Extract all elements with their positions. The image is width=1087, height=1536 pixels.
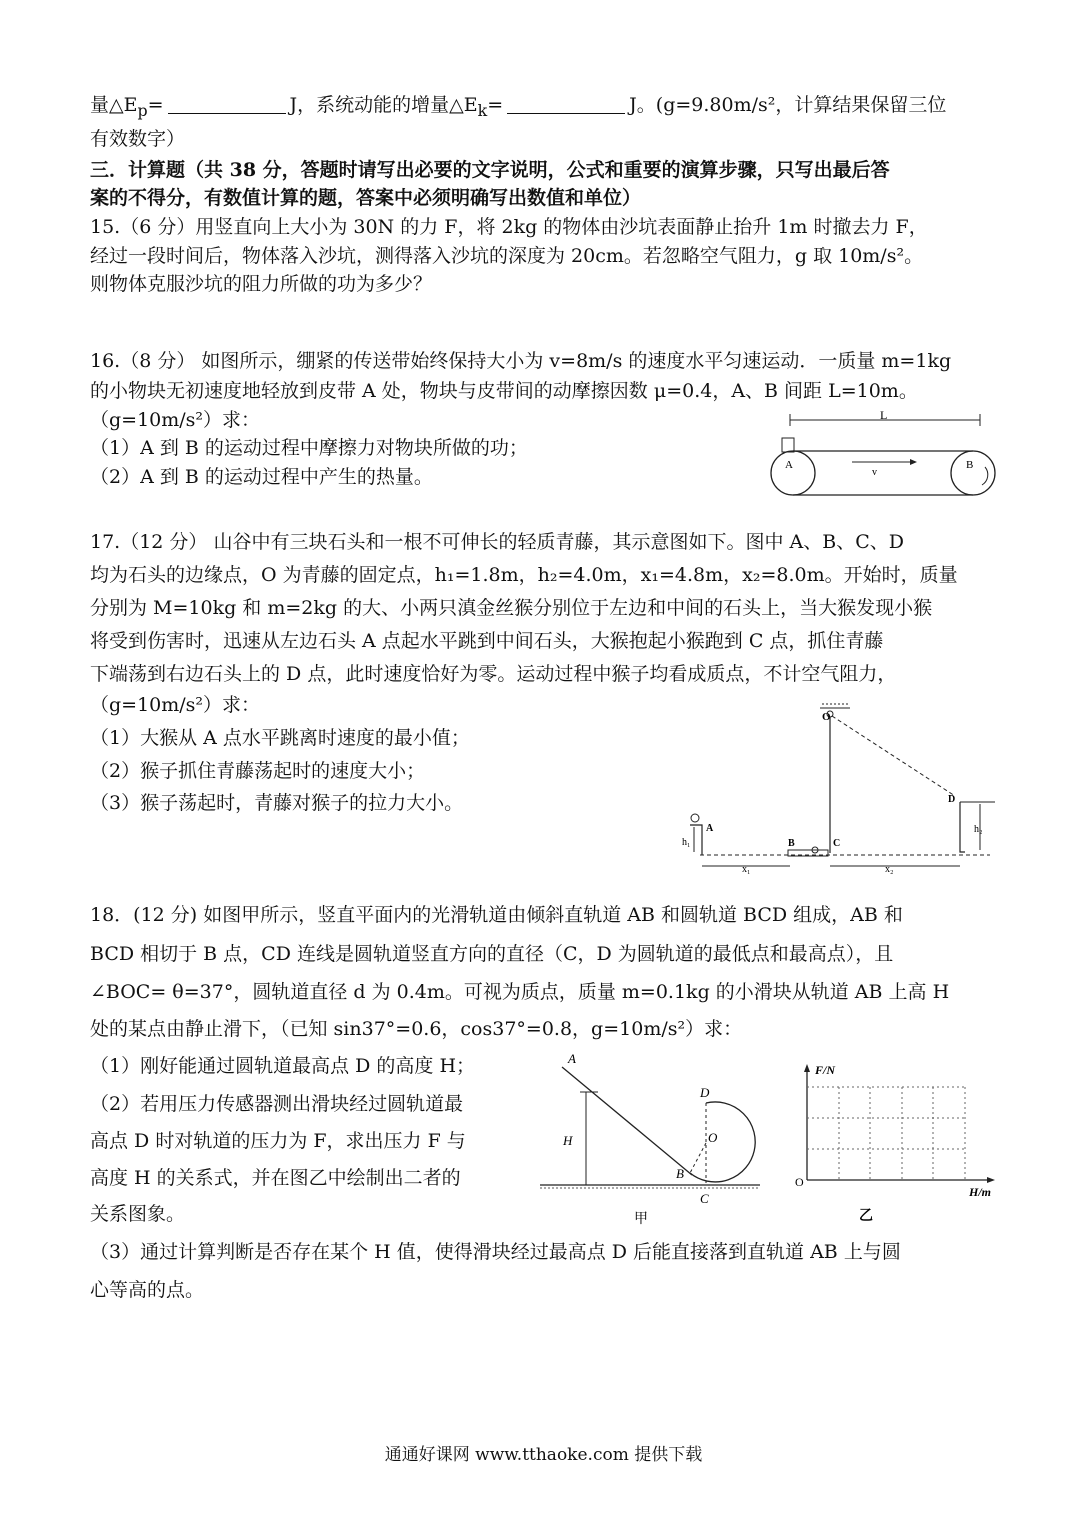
q17-line-2: 均为石头的边缘点，O 为青藤的固定点，h₁=1.8m，h₂=4.0m，x₁=4.8m，x₂=8.0m。开始时，质量: [90, 564, 958, 586]
q16-line-5: （2）A 到 B 的运动过程中产生的热量。: [90, 466, 433, 488]
label-D: D: [700, 1085, 710, 1100]
answer-blank-ek[interactable]: [507, 93, 625, 114]
rotation-arrow: [982, 467, 988, 485]
caption-a: 甲: [634, 1212, 648, 1227]
label-v: v: [872, 467, 877, 478]
big-monkey: [691, 814, 699, 822]
label-H: H: [563, 1133, 573, 1148]
label-D: D: [948, 794, 956, 805]
q18-line-8: 高度 H 的关系式，并在图乙中绘制出二者的: [90, 1167, 461, 1189]
q18-line-9: 关系图象。: [90, 1203, 186, 1225]
label-O: O: [822, 711, 831, 723]
y-axis-label: F/N: [815, 1063, 836, 1077]
q17-line-9: （3）猴子荡起时，青藤对猴子的拉力大小。: [90, 792, 464, 814]
q16-line-2: 的小物块无初速度地轻放到皮带 A 处，物块与皮带间的动摩擦因数 μ=0.4，A、B 间距 L=10m。: [90, 380, 918, 402]
graph-figure-b: [795, 1062, 1015, 1232]
label-A: A: [706, 823, 714, 834]
q17-line-1: 17.（12 分） 山谷中有三块石头和一根不可伸长的轻质青藤，其示意图如下。图中 A、B、C、D: [90, 531, 904, 553]
q15-line-3: 则物体克服沙坑的阻力所做的功为多少？: [90, 273, 433, 295]
valley-figure: [670, 700, 1010, 875]
q14-line-2: 有效数字）: [90, 128, 186, 150]
section-heading-2: 案的不得分，有数值计算的题，答案中必须明确写出数值和单位）: [90, 187, 642, 209]
block: [782, 438, 794, 452]
q18-line-2: BCD 相切于 B 点，CD 连线是圆轨道竖直方向的直径（C，D 为圆轨道的最低点和最高点），且: [90, 943, 894, 965]
x-axis-label: H/m: [969, 1185, 992, 1199]
label-L: L: [880, 408, 888, 422]
label-B: B: [788, 838, 795, 849]
label-A: A: [568, 1051, 576, 1066]
section-heading: 三．计算题（共 38 分，答题时请写出必要的文字说明，公式和重要的演算步骤，只写出最后答: [90, 159, 890, 181]
label-B: B: [676, 1166, 684, 1181]
right-pulley: [951, 451, 995, 495]
radius-OB: [690, 1143, 706, 1173]
q17-line-4: 将受到伤害时，迅速从左边石头 A 点起水平跳到中间石头，大猴抱起小猴跑到 C 点，抓住青藤: [90, 630, 884, 652]
q16-line-4: （1）A 到 B 的运动过程中摩擦力对物块所做的功；: [90, 437, 528, 459]
incline-track: [562, 1067, 692, 1175]
vine-swing: [832, 716, 955, 796]
grid: [807, 1087, 965, 1180]
label-C: C: [833, 838, 841, 849]
page-footer: 通通好课网 www.tthaoke.com 提供下载: [384, 1445, 703, 1465]
label-h1: h₁: [682, 837, 691, 848]
label-h2: h₂: [974, 824, 983, 835]
caption-b: 乙: [859, 1209, 873, 1224]
q15-line-2: 经过一段时间后，物体落入沙坑，测得落入沙坑的深度为 20cm。若忽略空气阻力，g 取 10m/s²。: [90, 245, 924, 267]
right-stone: [960, 802, 965, 852]
track-figure-a: [540, 1045, 765, 1230]
q17-line-7: （1）大猴从 A 点水平跳离时速度的最小值；: [90, 727, 470, 749]
q18-line-6: （2）若用压力传感器测出滑块经过圆轨道最: [90, 1093, 464, 1115]
q18-line-5: （1）刚好能通过圆轨道最高点 D 的高度 H；: [90, 1055, 476, 1077]
answer-blank-ep[interactable]: [168, 93, 286, 114]
q18-line-10: （3）通过计算判断是否存在某个 H 值，使得滑块经过最高点 D 后能直接落到直轨道 AB 上与圆: [90, 1241, 901, 1263]
circle-track: [690, 1102, 755, 1182]
q17-line-8: （2）猴子抓住青藤荡起时的速度大小；: [90, 760, 426, 782]
q16-line-1: 16.（8 分） 如图所示，绷紧的传送带始终保持大小为 v=8m/s 的速度水平匀速运动．一质量 m=1kg: [90, 350, 952, 372]
label-A: A: [785, 459, 793, 471]
origin-label: O: [795, 1175, 804, 1189]
q18-line-4: 处的某点由静止滑下，（已知 sin37°=0.6，cos37°=0.8，g=10m/s²）求：: [90, 1018, 743, 1040]
q17-line-6: （g=10m/s²）求：: [90, 694, 261, 716]
label-O: O: [708, 1130, 718, 1145]
q17-line-3: 分别为 M=10kg 和 m=2kg 的大、小两只滇金丝猴分别位于左边和中间的石头上，当大猴发现小猴: [90, 597, 933, 619]
left-stone: [690, 825, 702, 855]
label-x2: x₂: [885, 864, 894, 875]
q18-line-1: 18．(12 分) 如图甲所示，竖直平面内的光滑轨道由倾斜直轨道 AB 和圆轨道 BCD 组成，AB 和: [90, 904, 903, 926]
label-x1: x₁: [742, 864, 751, 875]
left-pulley: [771, 451, 815, 495]
q18-line-7: 高点 D 时对轨道的压力为 F，求出压力 F 与: [90, 1130, 466, 1152]
q16-line-3: （g=10m/s²）求：: [90, 409, 261, 431]
q18-line-11: 心等高的点。: [90, 1279, 205, 1301]
q17-line-5: 下端荡到右边石头上的 D 点，此时速度恰好为零。运动过程中猴子均看成质点，不计空气阻力，: [90, 663, 897, 685]
label-C: C: [700, 1191, 709, 1206]
q18-line-3: ∠BOC= θ=37°，圆轨道直径 d 为 0.4m。可视为质点，质量 m=0.1kg 的小滑块从轨道 AB 上高 H: [90, 981, 950, 1003]
label-B: B: [966, 459, 974, 471]
q15-line-1: 15.（6 分）用竖直向上大小为 30N 的力 F，将 2kg 的物体由沙坑表面静止抬升 1m 时撤去力 F，: [90, 216, 928, 238]
conveyor-belt-figure: [760, 405, 1010, 501]
q14-line-1: 量$\triangle E_p= J$，系统动能的增量$\triangle E_k= J$。(g=9.80m/s²，计算结果保留三位: [90, 94, 947, 120]
